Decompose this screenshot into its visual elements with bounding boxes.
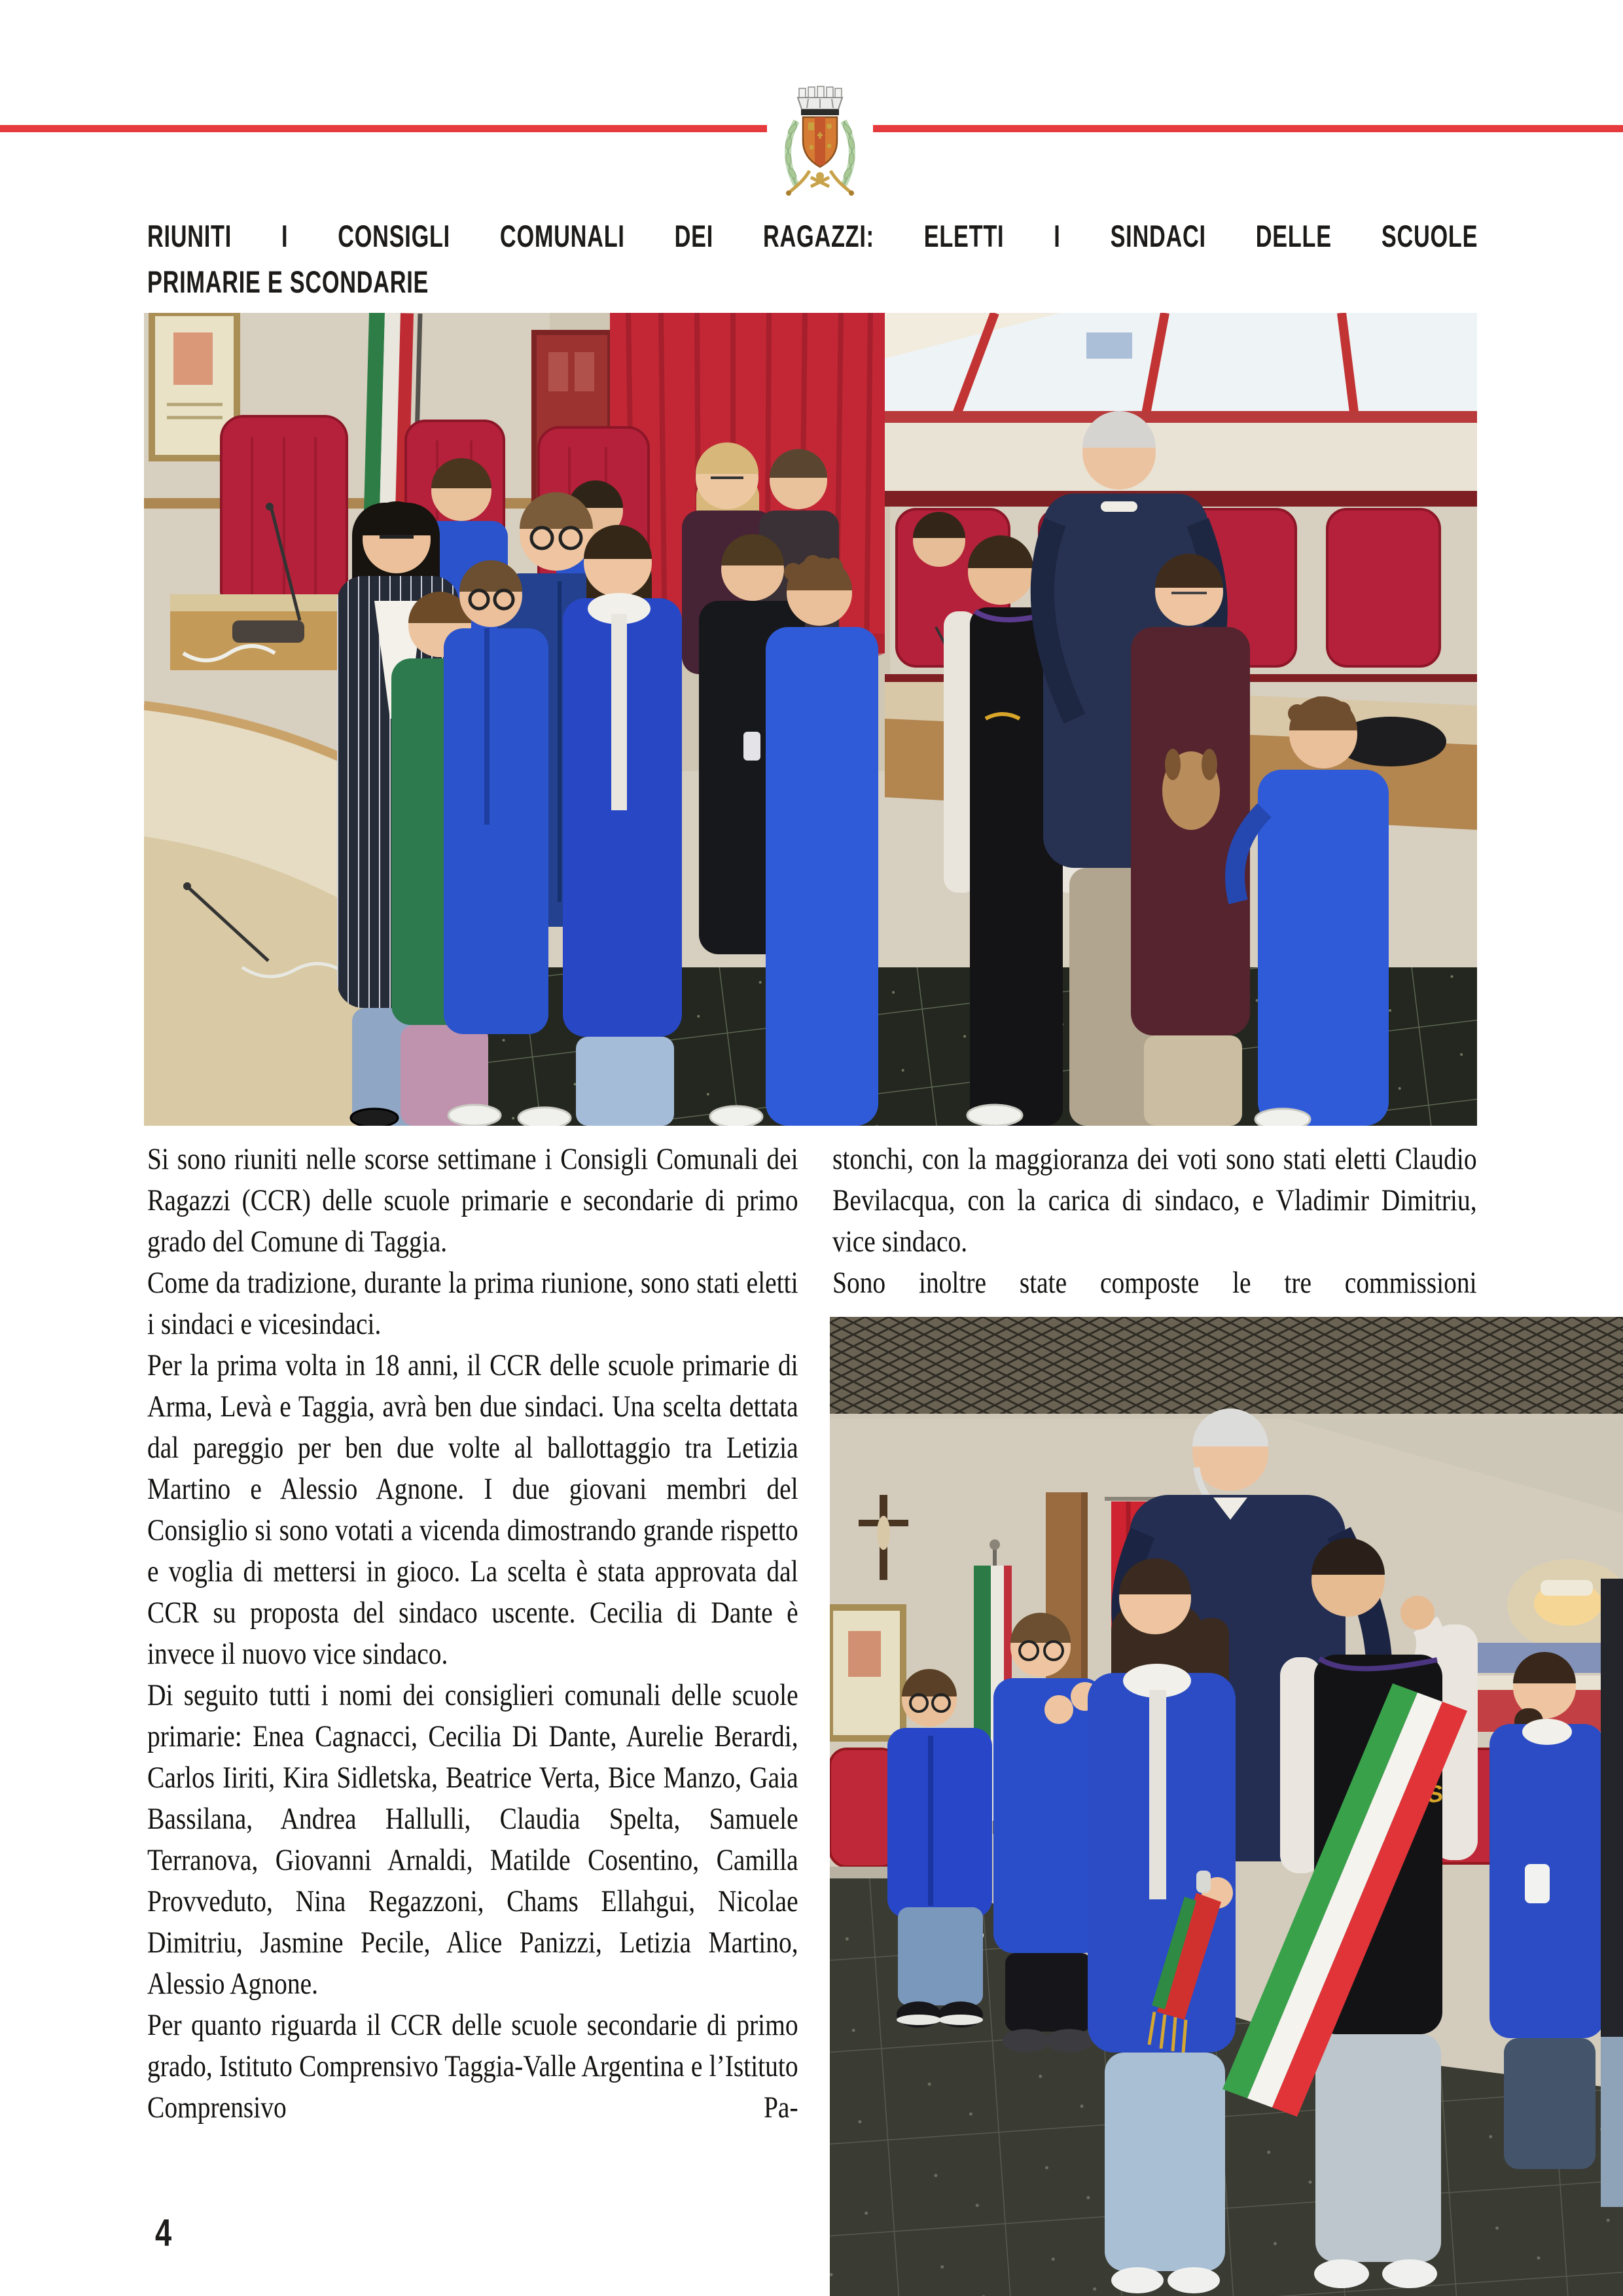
shield [803, 117, 837, 167]
right-column [832, 1139, 1477, 1304]
wall-right [885, 423, 1477, 491]
paragraph: Come da tradizione, durante la prima riunione, sono stati eletti i sindaci e vicesindaci. [147, 1266, 798, 1341]
article-title-line-2: PRIMARIE E SCONDARIE [147, 264, 429, 299]
child-glasses-blue-smock [444, 560, 548, 1034]
paragraph: Di seguito tutti i nomi dei consiglieri comunali delle scuole primarie: Enea Cagnacci, Cecilia Di Dante, Aurelie Berardi, Carlos Iiriti, Kira Sidletska, Beatrice Verta, Bice Manzo, Gaia Bassilana, Andrea Hallulli, Claudia Spelta, Samuele Terranova, Giovanni Arnaldi, Matilde Cosentino, Camilla Provveduto, Nina Regazzoni, Chams Ellahgui, Nicolae Dimitriu, Jasmine Pecile, Alice Panizzi, Letizia Martino, Alessio Agnone. [147, 1678, 798, 2001]
child-left-clapping [993, 1613, 1103, 2053]
child-right-phone [1489, 1652, 1605, 2169]
article-title-line-1: RIUNITI I CONSIGLI COMUNALI DEI RAGAZZI: ELETTI I SINDACI DELLE SCUOLE [147, 219, 1478, 253]
crown [798, 86, 842, 115]
child-maroon-sweater [1131, 554, 1250, 1126]
left-column [147, 1139, 798, 2128]
partial-figure-right [1601, 1579, 1623, 2207]
ceiling-grid [830, 1317, 1623, 1415]
article-title [147, 213, 1478, 305]
paragraph: Sono inoltre state composte le tre commissioni [832, 1266, 1477, 1300]
child-curly-blue [766, 555, 878, 1126]
council-chamber-group-photo [144, 313, 1477, 1126]
paragraph: Per la prima volta in 18 anni, il CCR delle scuole primarie di Arma, Levà e Taggia, avrà ben due sindaci. Una scelta dettata dal pareggio per ben due volte al ballottaggio tra Letizia Martino e Alessio Agnone. I due giovani membri del Consiglio si sono votati a vicenda dimostrando grande rispetto e voglia di mettersi in gioco. La scelta è stata approvata dal CCR su proposta del sindaco uscente. Cecilia di Dante è invece il nuovo vice sindaco. [147, 1348, 798, 1671]
sash-handover-scene [830, 1317, 1623, 2296]
council-chamber-scene [144, 313, 1477, 1126]
paragraph: Per quanto riguarda il CCR delle scuole secondarie di primo grado, Istituto Comprensivo Taggia-Valle Argentina e l’Istituto Comprensivo Pa- [147, 2008, 798, 2125]
windows [885, 313, 1477, 423]
framed-picture [830, 1607, 903, 1738]
paragraph: Si sono riuniti nelle scorse settimane i Consigli Comunali dei Ragazzi (CCR) delle scuole primarie e secondarie di primo grado del Comune di Taggia. [147, 1142, 798, 1259]
tricolor-sash-handover-photo [830, 1317, 1623, 2296]
taggia-coat-of-arms-icon [774, 79, 866, 202]
paragraph: stonchi, con la maggioranza dei voti sono stati eletti Claudio Bevilacqua, con la carica di sindaco, e Vladimir Dimitriu, vice sindaco. [832, 1142, 1477, 1259]
page-number: 4 [155, 2212, 172, 2254]
coat-of-arms-box [767, 77, 873, 204]
child-white-collar [563, 525, 682, 1126]
